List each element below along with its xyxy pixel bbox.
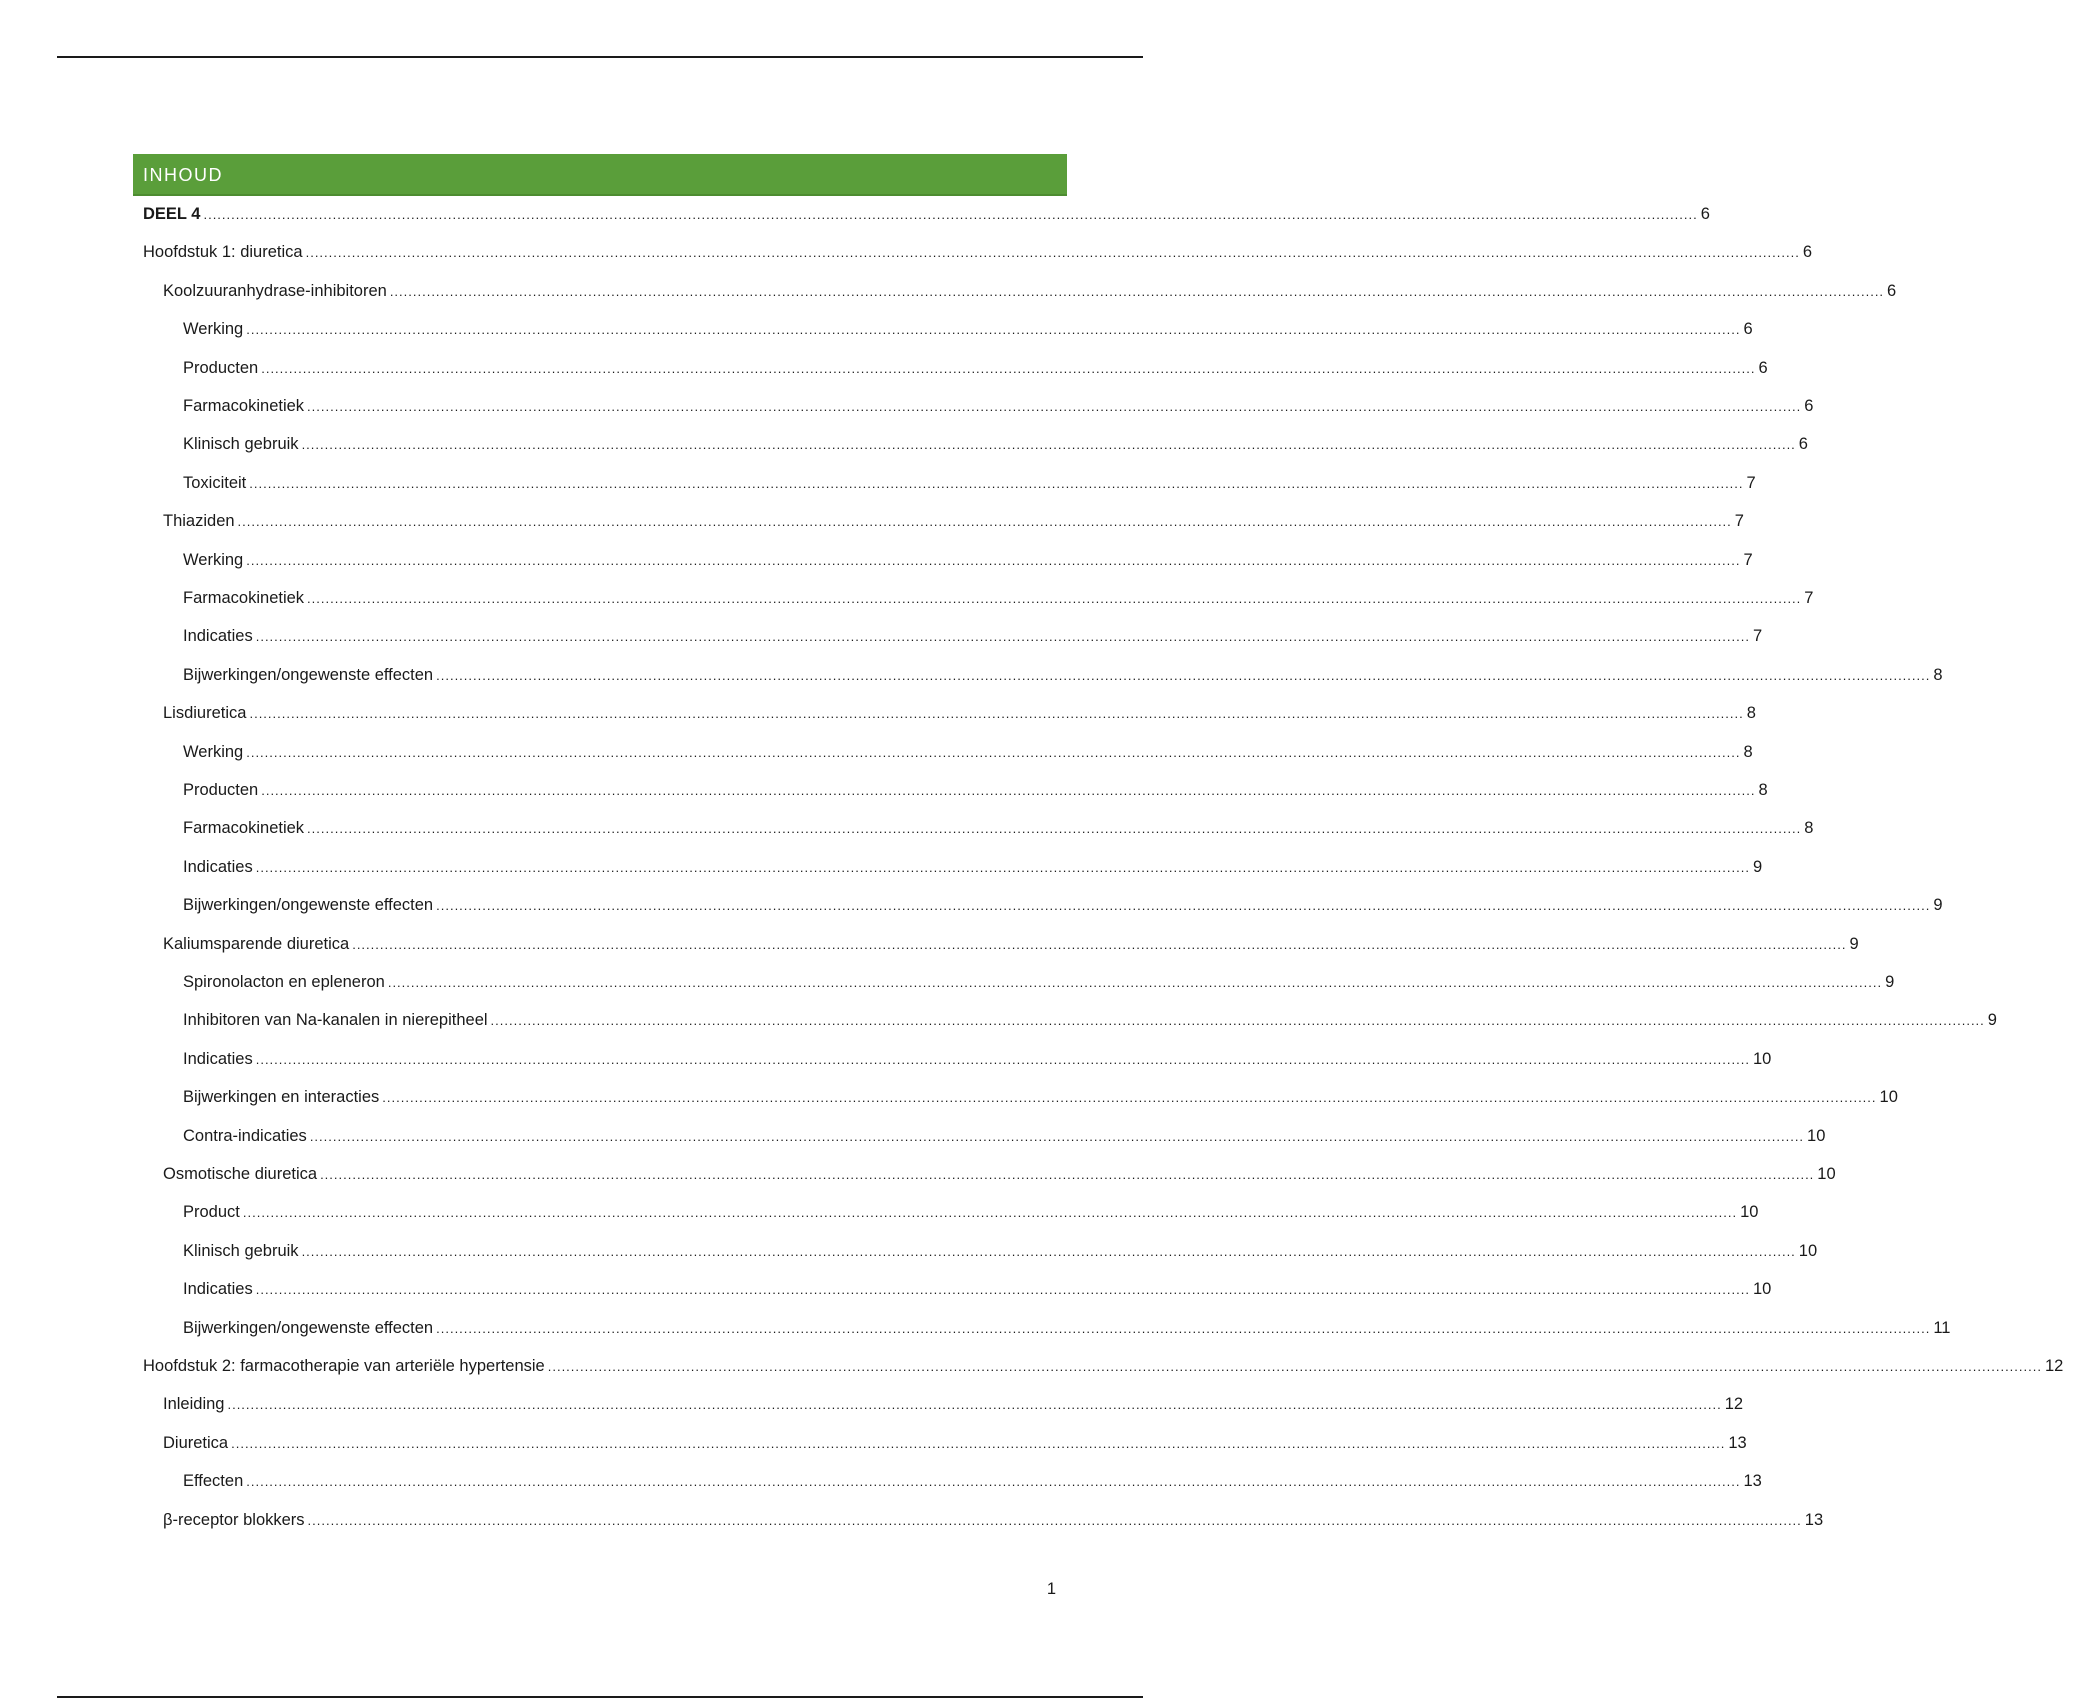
toc-entry-label: Inleiding xyxy=(163,1395,225,1414)
toc-dot-leader: .................................................................................................................................................................................................................................................................................................................................... xyxy=(237,514,1732,530)
toc-entry-page: 7 xyxy=(1752,627,1763,646)
toc-entry-page: 11 xyxy=(1933,1318,1951,1337)
toc-entry[interactable] xyxy=(133,1277,1772,1301)
toc-entry[interactable] xyxy=(133,1200,1759,1224)
toc-entry-label: Koolzuuranhydrase-inhibitoren xyxy=(163,281,387,300)
toc-entry-page: 8 xyxy=(1933,665,1943,684)
toc-entry[interactable] xyxy=(133,548,1753,572)
toc-entry[interactable] xyxy=(133,1392,1744,1416)
toc-entry[interactable] xyxy=(133,279,1897,303)
toc-entry-label: Klinisch gebruik xyxy=(183,435,299,454)
toc-entry[interactable] xyxy=(133,1047,1772,1071)
toc-entry[interactable] xyxy=(133,1239,1818,1263)
toc-entry[interactable] xyxy=(133,1085,1898,1109)
toc-entry-label: Hoofdstuk 1: diuretica xyxy=(143,243,303,262)
toc-entry-label: Klinisch gebruik xyxy=(183,1241,299,1260)
toc-dot-leader: .................................................................................................................................................................................................................................................................................................................................... xyxy=(307,399,1802,414)
toc-entry-label: Effecten xyxy=(183,1472,244,1491)
toc-entry-page: 7 xyxy=(1734,512,1744,531)
toc-entry-label: Hoofdstuk 2: farmacotherapie van arteriële hypertensie xyxy=(143,1357,545,1375)
toc-dot-leader: .................................................................................................................................................................................................................................................................................................................................... xyxy=(301,1243,1796,1259)
page-number: 1 xyxy=(1046,1580,1056,1598)
toc-entry-label: Osmotische diuretica xyxy=(163,1165,318,1183)
toc-entry[interactable] xyxy=(133,432,1808,456)
toc-dot-leader: .................................................................................................................................................................................................................................................................................................................................... xyxy=(246,552,1741,568)
toc-entry-page: 9 xyxy=(1752,857,1763,876)
toc-entry-label: Bijwerkingen/ongewenste effecten xyxy=(183,896,434,915)
toc-entry-page: 9 xyxy=(1849,934,1859,953)
toc-entry[interactable] xyxy=(133,1431,1747,1455)
toc-dot-leader: .................................................................................................................................................................................................................................................................................................................................... xyxy=(231,1435,1726,1451)
toc-entry[interactable] xyxy=(133,1354,2064,1378)
toc-entry-page: 6 xyxy=(1743,320,1753,339)
toc-dot-leader: .................................................................................................................................................................................................................................................................................................................................... xyxy=(382,1090,1877,1106)
toc-entry-label: Toxiciteit xyxy=(183,473,247,492)
toc-entry-page: 6 xyxy=(1887,281,1897,300)
toc-entry[interactable] xyxy=(133,471,1756,495)
toc-entry[interactable] xyxy=(133,509,1744,533)
toc-dot-leader: .................................................................................................................................................................................................................................................................................................................................... xyxy=(249,475,1744,491)
toc-entry[interactable] xyxy=(133,1162,1836,1186)
top-rule xyxy=(57,56,1143,58)
toc-dot-leader: .................................................................................................................................................................................................................................................................................................................................... xyxy=(255,1051,1750,1067)
toc-entry[interactable] xyxy=(133,586,1814,610)
toc-entry-page: 8 xyxy=(1746,704,1756,723)
toc-dot-leader: .................................................................................................................................................................................................................................................................................................................................... xyxy=(490,1013,1985,1029)
toc-entry[interactable] xyxy=(133,1469,1762,1493)
toc-dot-leader: .................................................................................................................................................................................................................................................................................................................................... xyxy=(261,360,1756,376)
toc-dot-leader: .................................................................................................................................................................................................................................................................................................................................... xyxy=(389,283,1885,299)
toc-entry-label: Spironolacton en epleneron xyxy=(183,973,385,991)
toc-entry-page: 10 xyxy=(1807,1126,1826,1145)
toc-entry[interactable] xyxy=(133,778,1768,802)
toc-entry-page: 9 xyxy=(1885,973,1895,991)
toc-dot-leader: .................................................................................................................................................................................................................................................................................................................................... xyxy=(203,207,1698,222)
toc-entry[interactable] xyxy=(133,202,1710,226)
toc-dot-leader: .................................................................................................................................................................................................................................................................................................................................... xyxy=(249,706,1744,722)
toc-entry-page: 10 xyxy=(1740,1203,1759,1222)
toc-entry-page: 8 xyxy=(1804,819,1814,838)
table-of-contents xyxy=(133,154,2064,1529)
toc-entry[interactable] xyxy=(133,1508,1824,1532)
toc-entry[interactable] xyxy=(133,1008,1997,1032)
toc-entry-label: Diuretica xyxy=(163,1433,229,1452)
toc-entry-page: 8 xyxy=(1758,781,1768,799)
toc-entry[interactable] xyxy=(133,356,1768,380)
bottom-rule xyxy=(57,1696,1143,1698)
toc-entry-label: Farmacokinetiek xyxy=(183,589,305,607)
toc-dot-leader: .................................................................................................................................................................................................................................................................................................................................... xyxy=(309,1128,1805,1144)
toc-entry-page: 7 xyxy=(1743,550,1753,569)
toc-entry-label: β-receptor blokkers xyxy=(163,1510,305,1529)
toc-entry-page: 8 xyxy=(1743,742,1753,761)
toc-entry-page: 7 xyxy=(1804,589,1814,607)
toc-dot-leader: .................................................................................................................................................................................................................................................................................................................................... xyxy=(227,1397,1722,1413)
toc-entry-label: Bijwerkingen/ongewenste effecten xyxy=(183,1318,434,1337)
toc-entry-label: Indicaties xyxy=(183,1049,253,1068)
toc-dot-leader: .................................................................................................................................................................................................................................................................................................................................... xyxy=(246,1474,1741,1490)
toc-heading: INHOUD xyxy=(133,154,1067,196)
toc-entry[interactable] xyxy=(133,970,1895,994)
toc-entry[interactable] xyxy=(133,663,1943,687)
toc-dot-leader: .................................................................................................................................................................................................................................................................................................................................... xyxy=(305,245,1800,261)
toc-entry[interactable] xyxy=(133,701,1756,725)
toc-dot-leader: .................................................................................................................................................................................................................................................................................................................................... xyxy=(307,821,1802,837)
toc-entry-label: Producten xyxy=(183,781,259,799)
toc-entry-label: Bijwerkingen en interacties xyxy=(183,1088,380,1107)
toc-entry-label: Indicaties xyxy=(183,1280,253,1299)
toc-entry[interactable] xyxy=(133,317,1753,341)
toc-entry-label: Lisdiuretica xyxy=(163,704,247,723)
toc-entry-page: 13 xyxy=(1743,1472,1762,1491)
toc-entry-page: 10 xyxy=(1798,1241,1818,1260)
toc-dot-leader: .................................................................................................................................................................................................................................................................................................................................... xyxy=(436,667,1931,683)
toc-entry[interactable] xyxy=(133,740,1753,764)
toc-entry-label: Inhibitoren van Na-kanalen in nierepitheel xyxy=(183,1011,488,1030)
toc-entry-page: 13 xyxy=(1804,1510,1824,1529)
toc-entry-label: Werking xyxy=(183,320,244,339)
toc-dot-leader: .................................................................................................................................................................................................................................................................................................................................... xyxy=(307,1512,1802,1528)
toc-dot-leader: .................................................................................................................................................................................................................................................................................................................................... xyxy=(436,898,1931,914)
toc-entry-page: 12 xyxy=(2044,1357,2064,1375)
toc-dot-leader: .................................................................................................................................................................................................................................................................................................................................... xyxy=(261,783,1756,798)
toc-entry-label: Bijwerkingen/ongewenste effecten xyxy=(183,665,434,684)
toc-entry[interactable] xyxy=(133,1316,1951,1340)
toc-entry[interactable] xyxy=(133,893,1943,917)
toc-entry-page: 10 xyxy=(1817,1165,1836,1183)
toc-entry-page: 6 xyxy=(1804,397,1814,415)
toc-dot-leader: .................................................................................................................................................................................................................................................................................................................................... xyxy=(242,1205,1738,1221)
toc-entry[interactable] xyxy=(133,1124,1826,1148)
toc-entry[interactable] xyxy=(133,240,1813,264)
toc-entry-label: Werking xyxy=(183,550,244,569)
toc-entry-label: Contra-indicaties xyxy=(183,1126,307,1145)
toc-dot-leader: .................................................................................................................................................................................................................................................................................................................................... xyxy=(255,1282,1750,1298)
toc-dot-leader: .................................................................................................................................................................................................................................................................................................................................... xyxy=(387,975,1883,990)
toc-entry-label: Indicaties xyxy=(183,627,253,646)
toc-entry[interactable] xyxy=(133,816,1814,840)
toc-entry[interactable] xyxy=(133,855,1763,879)
toc-entry-label: Indicaties xyxy=(183,857,253,876)
toc-entry-page: 9 xyxy=(1933,896,1943,915)
toc-entry-page: 6 xyxy=(1798,435,1808,454)
toc-entry-page: 6 xyxy=(1758,358,1768,377)
toc-entry-page: 6 xyxy=(1700,205,1710,223)
toc-dot-leader: .................................................................................................................................................................................................................................................................................................................................... xyxy=(436,1320,1931,1336)
toc-entry-label: DEEL 4 xyxy=(143,205,201,223)
toc-dot-leader: .................................................................................................................................................................................................................................................................................................................................... xyxy=(255,859,1750,875)
toc-dot-leader: .................................................................................................................................................................................................................................................................................................................................... xyxy=(547,1359,2042,1374)
toc-entry-page: 12 xyxy=(1724,1395,1744,1414)
toc-dot-leader: .................................................................................................................................................................................................................................................................................................................................... xyxy=(352,936,1847,952)
toc-entry-page: 9 xyxy=(1987,1011,1997,1030)
toc-dot-leader: .................................................................................................................................................................................................................................................................................................................................... xyxy=(255,629,1750,645)
toc-entry-label: Producten xyxy=(183,358,259,377)
toc-entry-label: Kaliumsparende diuretica xyxy=(163,934,350,953)
toc-dot-leader: .................................................................................................................................................................................................................................................................................................................................... xyxy=(301,437,1796,453)
toc-entry-label: Werking xyxy=(183,742,244,761)
toc-entry-page: 10 xyxy=(1752,1049,1772,1068)
toc-entry-label: Product xyxy=(183,1203,240,1222)
toc-entry-label: Farmacokinetiek xyxy=(183,819,305,838)
toc-dot-leader: .................................................................................................................................................................................................................................................................................................................................... xyxy=(320,1167,1815,1182)
toc-entry-page: 13 xyxy=(1728,1433,1747,1452)
toc-dot-leader: .................................................................................................................................................................................................................................................................................................................................... xyxy=(246,322,1741,338)
toc-entry[interactable] xyxy=(133,624,1763,648)
toc-entry-page: 6 xyxy=(1802,243,1813,262)
toc-entry-page: 7 xyxy=(1746,473,1756,492)
toc-entry-page: 10 xyxy=(1752,1280,1772,1299)
toc-entry-label: Farmacokinetiek xyxy=(183,397,305,415)
toc-entry-page: 10 xyxy=(1879,1088,1898,1107)
toc-entry-label: Thiaziden xyxy=(163,512,235,531)
toc-entry[interactable] xyxy=(133,394,1814,418)
toc-dot-leader: .................................................................................................................................................................................................................................................................................................................................... xyxy=(307,591,1802,606)
toc-entry[interactable] xyxy=(133,932,1859,956)
toc-dot-leader: .................................................................................................................................................................................................................................................................................................................................... xyxy=(246,744,1741,760)
